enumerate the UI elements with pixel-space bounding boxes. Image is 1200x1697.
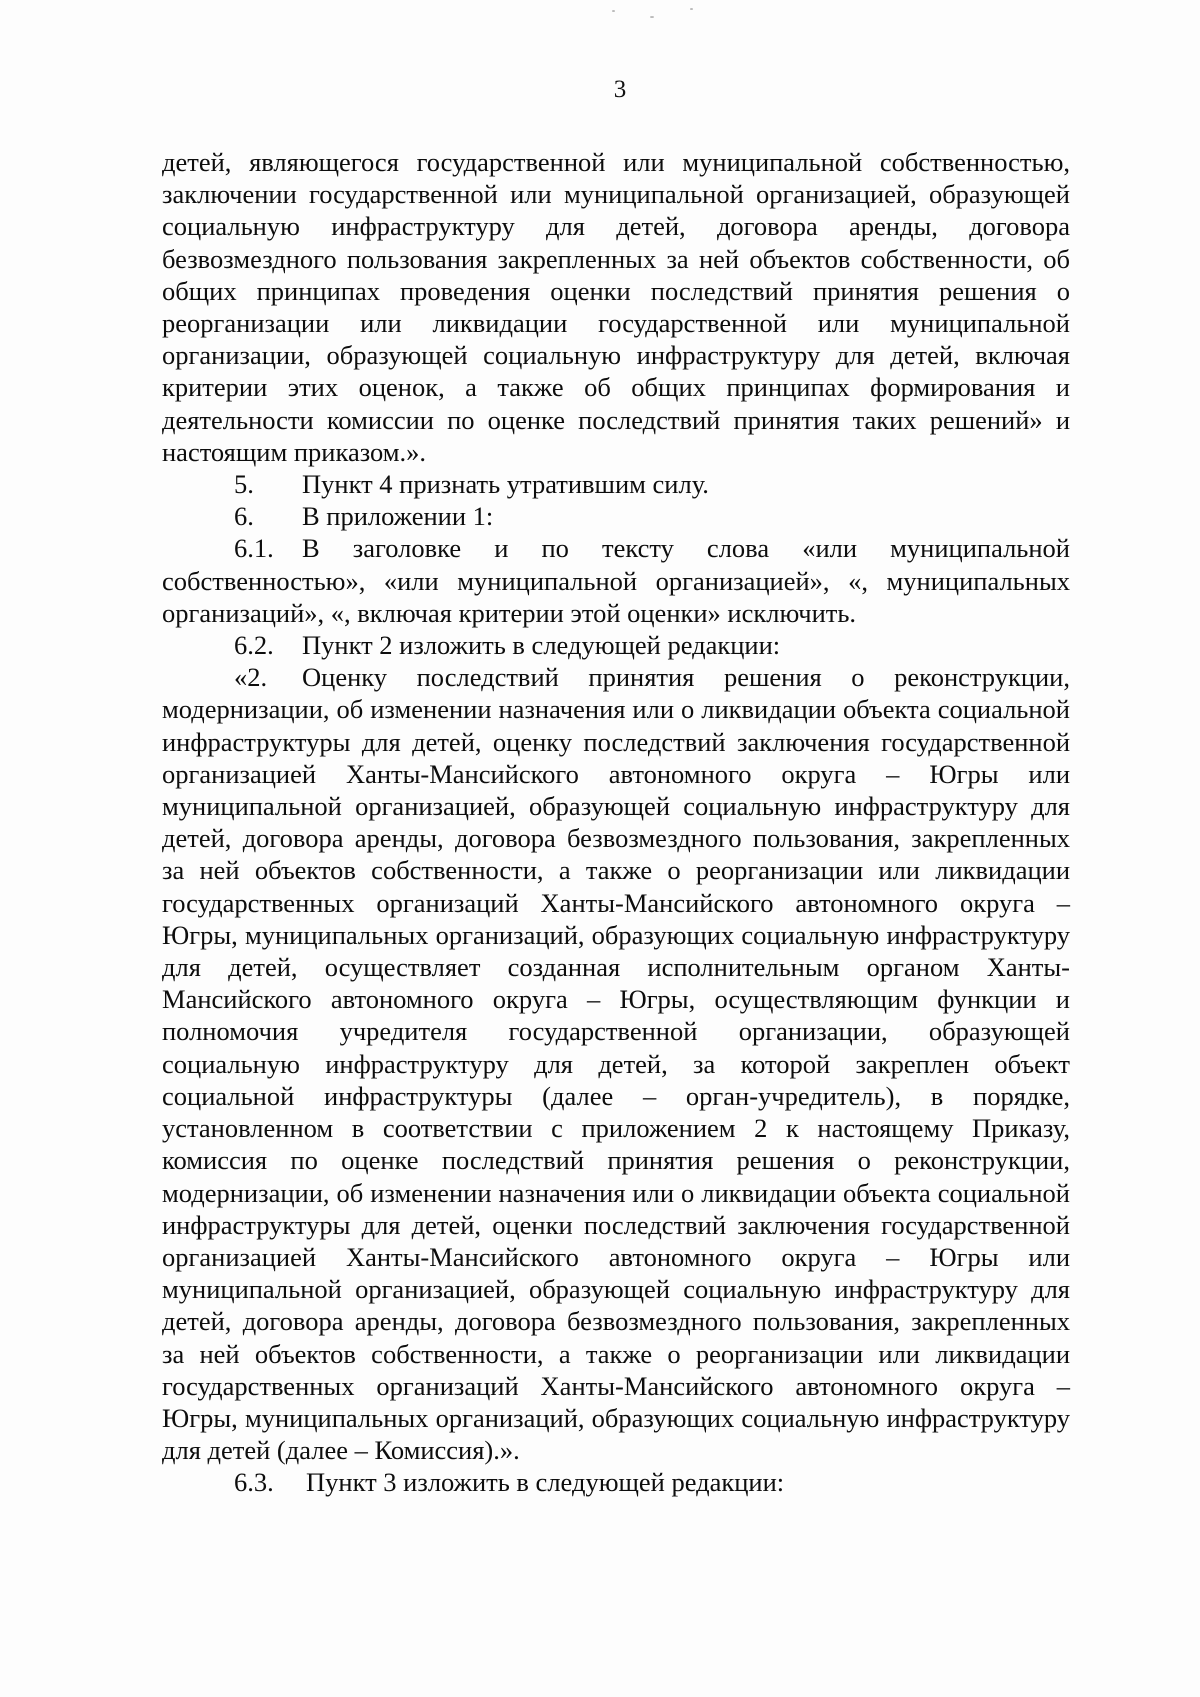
scan-speck <box>612 10 615 12</box>
document-body <box>162 146 1070 1499</box>
paragraph-item-5 <box>162 468 1070 500</box>
item-number: 6.3. <box>234 1467 274 1498</box>
paragraph-continuation: детей, являющегося государственной или муниципальной собственностью, заключении государственной или муниципальной организацией, образующей социальную инфраструктуру для детей, договора аренды, договора безвозмездного пользования закрепленных за ней объектов собственности, об общих принципах проведения оценки последствий принятия решения о реорганизации или ликвидации государственной или муниципальной организации, образующей социальную инфраструктуру для детей, включая критерии этих оценок, а также об общих принципах формирования и деятельности комиссии по оценке последствий принятия таких решений» и настоящим приказом.». <box>162 147 1070 467</box>
item-text: Оценку последствий принятия решения о реконструкции, модернизации, об изменении назначения или о ликвидации объекта социальной инфраструктуры для детей, оценку последствий заключения государственной организацией Ханты-Мансийского автономного округа – Югры или муниципальной организацией, образующей социальную инфраструктуру для детей, договора аренды, договора безвозмездного пользования, закрепленных за ней объектов собственности, а также о реорганизации или ликвидации государственных организаций Ханты-Мансийского автономного округа – Югры, муниципальных организаций, образующих социальную инфраструктуру для детей, осуществляет созданная исполнительным органом Ханты-Мансийского автономного округа – Югры, осуществляющим функции и полномочия учредителя государственной организации, образующей социальную инфраструктуру для детей, за которой закреплен объект социальной инфраструктуры (далее – орган-учредитель), в порядке, установленном в соответствии с приложением 2 к настоящему Приказу, комиссия по оценке последствий принятия решения о реконструкции, модернизации, об изменении назначения или о ликвидации объекта социальной инфраструктуры для детей, оценки последствий заключения государственной организацией Ханты-Мансийского автономного округа – Югры или муниципальной организацией, образующей социальную инфраструктуру для детей, договора аренды, договора безвозмездного пользования, закрепленных за ней объектов собственности, а также о реорганизации или ликвидации государственных организаций Ханты-Мансийского автономного округа – Югры, муниципальных организаций, образующих социальную инфраструктуру для детей (далее – Комиссия).». <box>162 662 1070 1466</box>
item-number: 6.1. <box>234 533 274 564</box>
paragraph-item-6 <box>162 500 1070 532</box>
item-text: Пункт 2 изложить в следующей редакции: <box>302 630 781 661</box>
paragraph-quoted-item-2 <box>162 661 1070 1466</box>
item-text: Пункт 3 изложить в следующей редакции: <box>306 1467 785 1498</box>
item-text: Пункт 4 признать утратившим силу. <box>302 469 709 500</box>
item-text: В заголовке и по тексту слова «или муниципальной собственностью», «или муниципальной организацией», «, муниципальных организаций», «, включая критерии этой оценки» исключить. <box>162 533 1070 628</box>
paragraph-item-6-3 <box>162 1466 1070 1498</box>
item-number: 6.2. <box>234 630 274 661</box>
scan-speck <box>690 8 693 10</box>
paragraph-item-6-2 <box>162 629 1070 661</box>
paragraph-item-6-1 <box>162 532 1070 629</box>
page-number: 3 <box>613 76 627 103</box>
item-text: В приложении 1: <box>302 501 494 532</box>
item-number: 6. <box>234 501 254 532</box>
item-number: 5. <box>234 469 254 500</box>
scan-speck <box>650 16 654 18</box>
item-number: «2. <box>234 662 268 693</box>
